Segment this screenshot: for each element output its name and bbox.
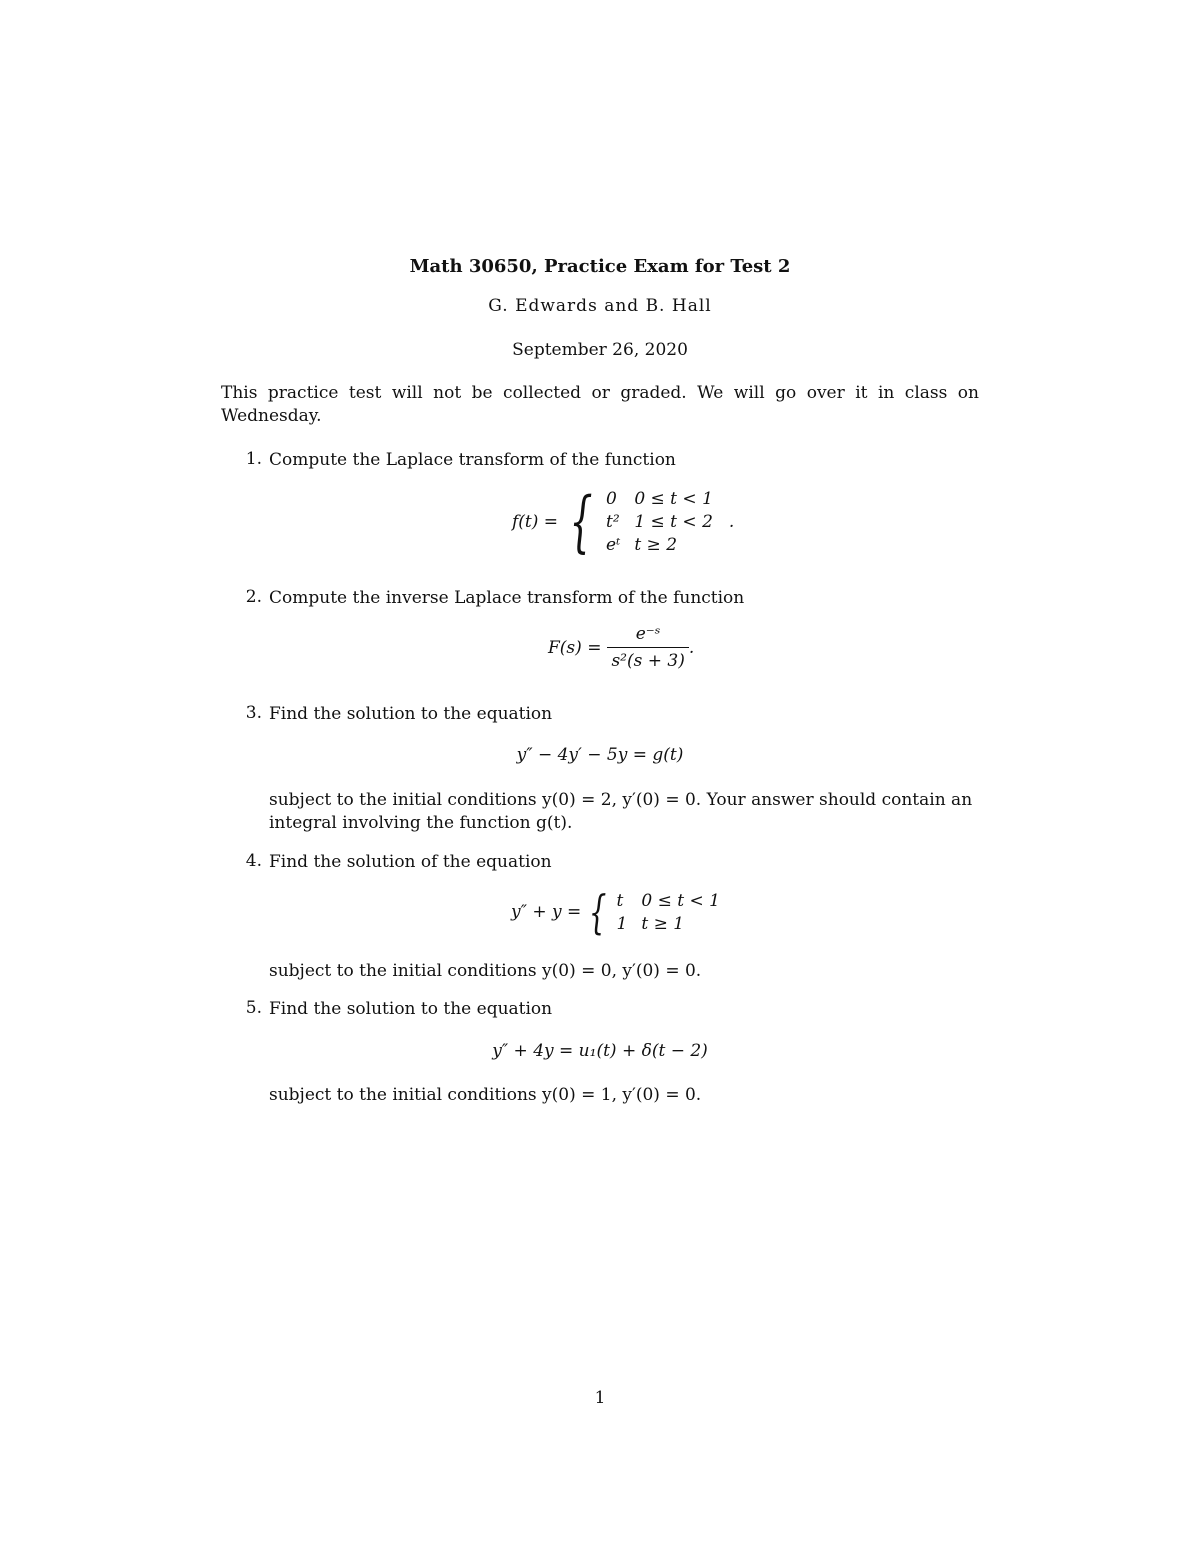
case-condition: t ≥ 1: [641, 913, 685, 934]
piecewise-display: [512, 482, 735, 560]
display-lhs: f(t) =: [512, 511, 559, 532]
case-value: t: [616, 890, 624, 911]
document-date: September 26, 2020: [512, 340, 688, 360]
case-row: [602, 487, 723, 510]
problem-text: Find the solution to the equation: [269, 704, 553, 724]
page-number: 1: [594, 1388, 606, 1408]
problem-number: 2.: [245, 587, 262, 607]
left-brace: {: [589, 885, 607, 939]
case-row: [613, 889, 730, 912]
case-row: [602, 510, 723, 533]
document-authors: G. Edwards and B. Hall: [488, 296, 712, 316]
problem-text: Find the solution to the equation: [269, 999, 553, 1019]
display-period: .: [728, 511, 735, 532]
display-lhs: F(s) =: [548, 637, 602, 658]
left-brace: {: [569, 482, 593, 560]
problem-text: Find the solution of the equation: [269, 852, 552, 872]
problem-number: 5.: [245, 998, 262, 1018]
cases-table: [613, 889, 730, 935]
equation: y″ − 4y′ − 5y = g(t): [516, 745, 684, 765]
display-lhs: y″ + y =: [511, 902, 582, 922]
cases-table: [602, 487, 723, 556]
problem-followup: subject to the initial conditions y(0) = 1, y′(0) = 0.: [269, 1085, 702, 1105]
case-value: 1: [616, 913, 628, 934]
fraction: [607, 624, 688, 671]
case-condition: 1 ≤ t < 2: [634, 511, 713, 532]
problem-followup: subject to the initial conditions y(0) = 2, y′(0) = 0. Your answer should contain an integral involving the function g(t).: [269, 790, 973, 833]
case-condition: 0 ≤ t < 1: [641, 890, 720, 911]
piecewise-display: [511, 885, 730, 939]
display-period: .: [688, 637, 695, 658]
problem-number: 3.: [245, 703, 262, 723]
case-value: eᵗ: [606, 534, 621, 555]
problem-number: 4.: [245, 851, 262, 871]
intro-paragraph: This practice test will not be collected or graded. We will go over it in class on Wednesday.: [221, 383, 979, 426]
document-title: Math 30650, Practice Exam for Test 2: [409, 256, 791, 277]
case-value: t²: [606, 511, 620, 532]
fraction-denominator: s²(s + 3): [607, 647, 688, 671]
fraction-numerator: e⁻ˢ: [635, 624, 661, 644]
case-row: [613, 912, 730, 935]
case-row: [602, 533, 723, 556]
case-condition: 0 ≤ t < 1: [634, 488, 713, 509]
problem-text: Compute the inverse Laplace transform of the function: [269, 588, 745, 608]
equation: y″ + 4y = u₁(t) + δ(t − 2): [492, 1041, 708, 1061]
case-condition: t ≥ 2: [634, 534, 678, 555]
case-value: 0: [606, 488, 617, 509]
problem-number: 1.: [245, 449, 262, 469]
problem-text: Compute the Laplace transform of the function: [269, 450, 676, 470]
fraction-display: [548, 624, 694, 671]
problem-followup: subject to the initial conditions y(0) = 0, y′(0) = 0.: [269, 961, 702, 981]
